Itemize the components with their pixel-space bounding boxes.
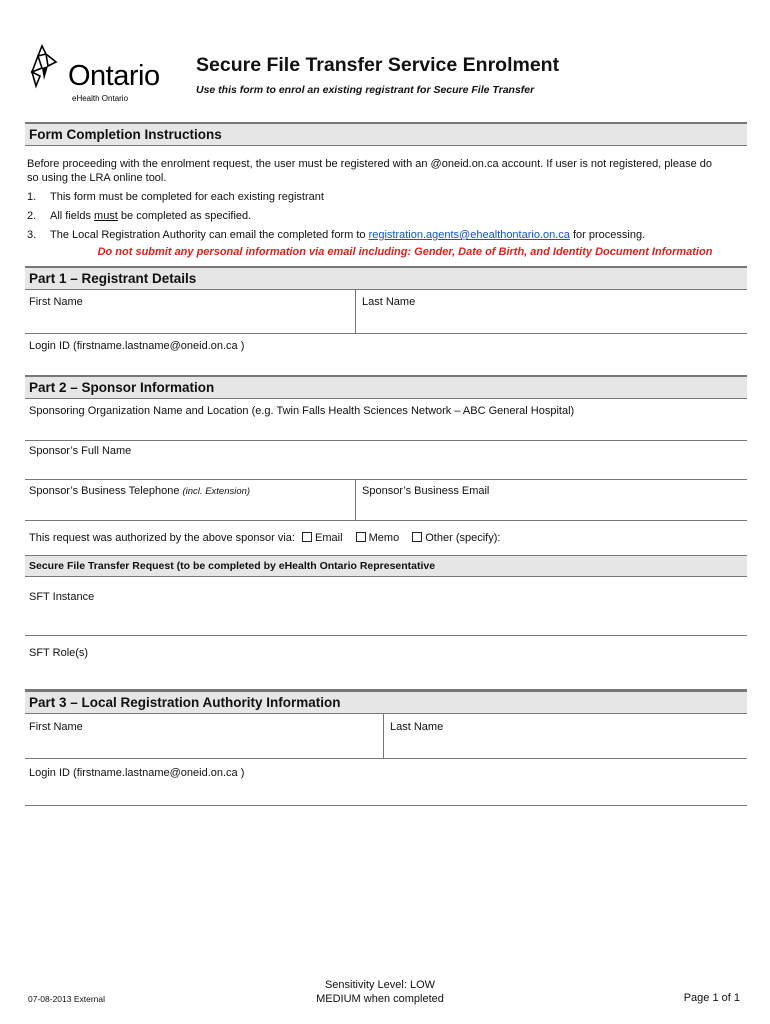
part1-login-id-label: Login ID (firstname.lastname@oneid.on.ca ) xyxy=(29,340,245,352)
part2-heading: Part 2 – Sponsor Information xyxy=(25,375,747,399)
divider xyxy=(355,290,356,334)
memo-checkbox[interactable] xyxy=(356,532,366,542)
footer-sensitivity: Sensitivity Level: LOW MEDIUM when completed xyxy=(316,979,444,1005)
trillium-icon xyxy=(28,42,68,92)
part3-name-row xyxy=(25,714,747,759)
sft-roles-label: SFT Role(s) xyxy=(29,647,89,659)
part1-last-name-label: Last Name xyxy=(362,296,416,308)
sponsor-phone-label: Sponsor’s Business Telephone (incl. Extension) xyxy=(29,485,251,497)
email-checkbox[interactable] xyxy=(302,532,312,542)
sft-roles-row[interactable] xyxy=(25,636,747,690)
instructions-heading: Form Completion Instructions xyxy=(25,122,747,146)
logo-wordmark: Ontario xyxy=(68,60,160,92)
divider xyxy=(383,714,384,759)
instruction-num-2: 2. xyxy=(27,210,37,222)
part3-login-id-label: Login ID (firstname.lastname@oneid.on.ca ) xyxy=(29,767,245,779)
sft-instance-label: SFT Instance xyxy=(29,591,95,603)
page-title: Secure File Transfer Service Enrolment xyxy=(196,54,560,76)
instructions-intro-line1: Before proceeding with the enrolment request, the user must be registered with an @oneid.on.ca account. If user is not registered, please do xyxy=(27,158,713,170)
authorization-row: This request was authorized by the above sponsor via: Email Memo Other (specify): xyxy=(29,532,501,544)
part1-heading: Part 1 – Registrant Details xyxy=(25,266,747,290)
divider xyxy=(355,480,356,521)
logo-subtext: eHealth Ontario xyxy=(72,94,129,103)
ontario-logo xyxy=(28,42,168,104)
instruction-text-1: This form must be completed for each existing registrant xyxy=(50,191,324,203)
part3-first-name-label: First Name xyxy=(29,721,83,733)
part1-first-name-label: First Name xyxy=(29,296,83,308)
part3-last-name-label: Last Name xyxy=(390,721,444,733)
part3-heading: Part 3 – Local Registration Authority Information xyxy=(25,690,747,714)
instructions-intro-line2: so using the LRA online tool. xyxy=(27,172,167,184)
privacy-warning: Do not submit any personal information via email including: Gender, Date of Birth, and Identity Document Information xyxy=(97,246,713,258)
sponsor-name-label: Sponsor’s Full Name xyxy=(29,445,132,457)
other-checkbox[interactable] xyxy=(412,532,422,542)
sft-instance-row[interactable] xyxy=(25,577,747,636)
instruction-text-3: The Local Registration Authority can email the completed form to registration.agents@ehealthontario.on.ca for processing. xyxy=(50,229,646,241)
sponsor-email-label: Sponsor’s Business Email xyxy=(362,485,490,497)
sft-request-heading: Secure File Transfer Request (to be completed by eHealth Ontario Representative xyxy=(25,555,747,577)
instruction-num-1: 1. xyxy=(27,191,37,203)
instruction-text-2: All fields must be completed as specified. xyxy=(50,210,252,222)
instruction-num-3: 3. xyxy=(27,229,37,241)
footer-date: 07-08-2013 External xyxy=(28,994,106,1004)
part2-name-row[interactable] xyxy=(25,441,747,480)
sponsor-org-label: Sponsoring Organization Name and Location (e.g. Twin Falls Health Sciences Network – ABC General Hospital) xyxy=(29,405,575,417)
footer-page-number: Page 1 of 1 xyxy=(683,992,740,1004)
page-subtitle: Use this form to enrol an existing registrant for Secure File Transfer xyxy=(196,84,535,96)
registration-email-link[interactable]: registration.agents@ehealthontario.on.ca xyxy=(368,229,570,241)
